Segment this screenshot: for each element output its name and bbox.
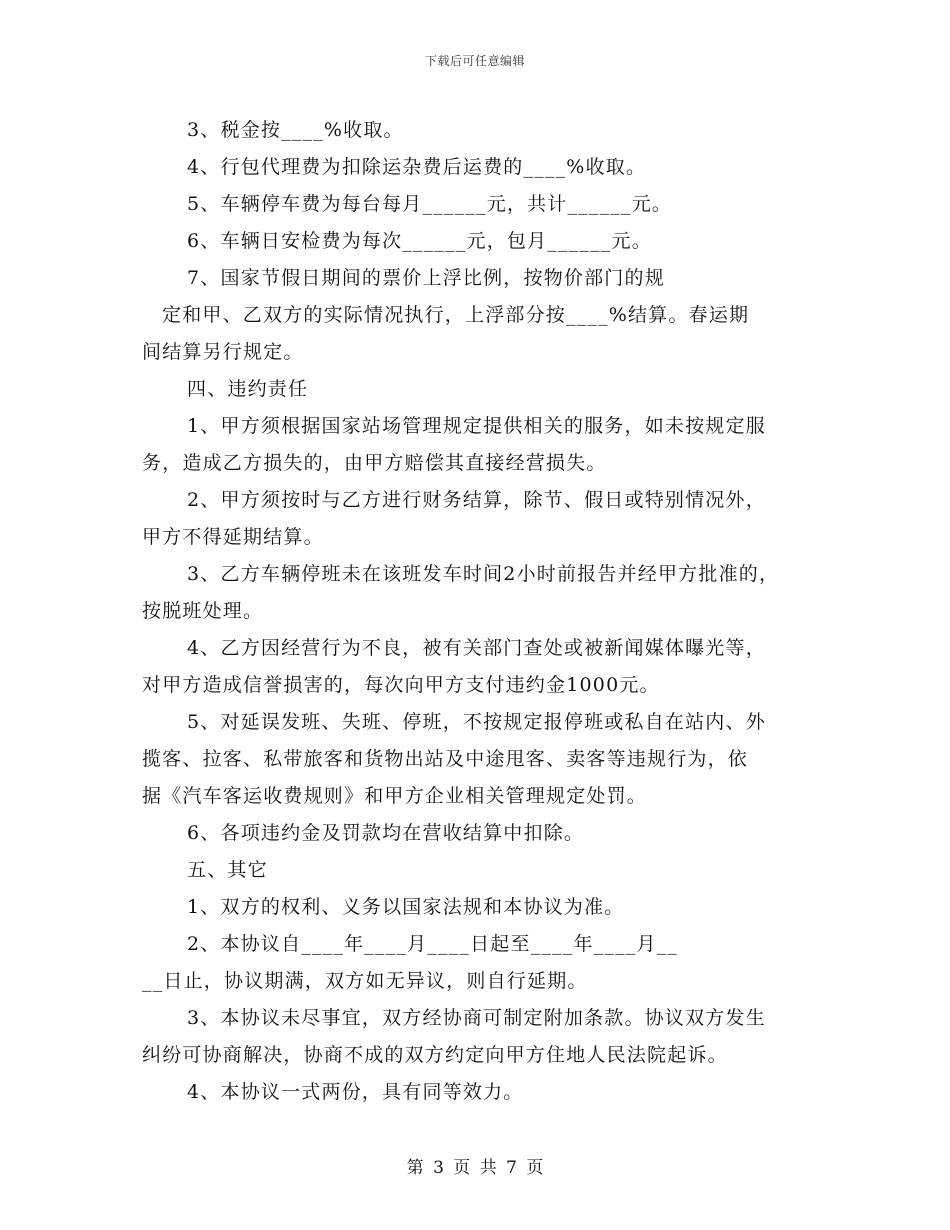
paragraph-line: 按脱班处理。: [142, 600, 264, 622]
paragraph-line: 6、车辆日安检费为每次______元，包月______元。: [187, 230, 652, 252]
page-number: 第 3 页 共 7 页: [406, 1158, 544, 1178]
paragraph-line: 甲方不得延期结算。: [142, 526, 324, 548]
paragraph-line: 4、行包代理费为扣除运杂费后运费的____%收取。: [187, 156, 647, 178]
paragraph-line: 据《汽车客运收费规则》和甲方企业相关管理规定处罚。: [142, 785, 648, 807]
paragraph-line: 4、乙方因经营行为不良，被有关部门查处或被新闻媒体曝光等，: [187, 637, 766, 659]
paragraph-line: 1、双方的权利、义务以国家法规和本协议为准。: [187, 896, 625, 918]
paragraph-line: 1、甲方须根据国家站场管理规定提供相关的服务，如未按规定服: [187, 415, 766, 437]
paragraph-line: 7、国家节假日期间的票价上浮比例，按物价部门的规: [187, 267, 665, 289]
paragraph-line: 揽客、拉客、私带旅客和货物出站及中途甩客、卖客等违规行为，依: [142, 748, 749, 770]
paragraph-line: 4、本协议一式两份，具有同等效力。: [187, 1081, 524, 1103]
paragraph-line: 2、甲方须按时与乙方进行财务结算，除节、假日或特别情况外，: [187, 489, 766, 511]
page-header-note: 下载后可任意编辑: [424, 54, 525, 68]
paragraph-line: 5、车辆停车费为每台每月______元，共计______元。: [187, 193, 673, 215]
paragraph-line: 5、对延误发班、失班、停班，不按规定报停班或私自在站内、外: [187, 711, 766, 733]
paragraph-line: 务，造成乙方损失的，由甲方赔偿其直接经营损失。: [142, 452, 607, 474]
paragraph-line: 3、本协议未尽事宜，双方经协商可制定附加条款。协议双方发生: [187, 1007, 766, 1029]
paragraph-line: 定和甲、乙双方的实际情况执行，上浮部分按____%结算。春运期: [162, 304, 750, 326]
paragraph-line: 6、各项违约金及罚款均在营收结算中扣除。: [187, 822, 585, 844]
paragraph-line: 对甲方造成信誉损害的，每次向甲方支付违约金1000元。: [142, 674, 660, 696]
paragraph-line: __日止，协议期满，双方如无异议，则自行延期。: [142, 970, 588, 992]
section-heading: 四、违约责任: [187, 378, 309, 400]
paragraph-line: 3、税金按____%收取。: [187, 119, 404, 141]
paragraph-line: 2、本协议自____年____月____日起至____年____月__: [187, 933, 679, 955]
paragraph-line: 纠纷可协商解决，协商不成的双方约定向甲方住地人民法院起诉。: [142, 1044, 728, 1066]
document-body: [142, 112, 810, 1111]
section-heading: 五、其它: [187, 859, 268, 881]
paragraph-line: 间结算另行规定。: [142, 341, 304, 363]
paragraph-line: 3、乙方车辆停班未在该班发车时间2小时前报告并经甲方批准的，: [187, 563, 780, 585]
